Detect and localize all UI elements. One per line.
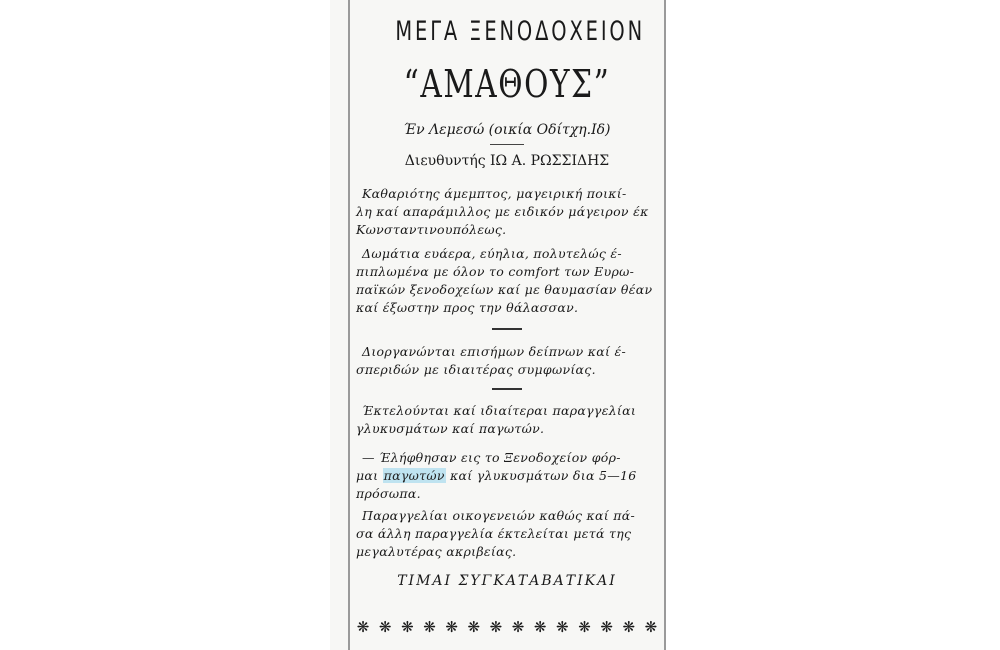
- divider: [490, 144, 524, 145]
- paragraph-line: πρόσωπα.: [356, 486, 421, 501]
- ornament-icon: ❋: [511, 618, 525, 636]
- paragraph-line: Καθαριότης άμεμπτος, μαγειρική ποικί-: [362, 186, 627, 201]
- advertisement-column: [352, 0, 662, 650]
- paragraph-line: γλυκυσμάτων καί παγωτών.: [356, 421, 545, 436]
- ornament-icon: ❋: [401, 618, 414, 636]
- ornament-icon: ❋: [489, 618, 503, 636]
- ornament-icon: ❋: [556, 618, 569, 636]
- ornament-icon: ❋: [644, 618, 658, 636]
- paragraph-line: σπεριδών με ιδιαιτέρας συμφωνίας.: [356, 362, 596, 377]
- paragraph-line: Παραγγελίαι οικογενειών καθώς καί πά-: [362, 508, 636, 523]
- paragraph-line: σα άλλη παραγγελία έκτελείται μετά της: [356, 526, 632, 541]
- ornament-icon: ❋: [445, 618, 458, 636]
- paragraph-line: — Έλήφθησαν εις το Ξενοδοχείον φόρ-: [362, 450, 621, 465]
- paragraph-line: μεγαλυτέρας ακριβείας.: [356, 544, 517, 559]
- ornament-icon: ❋: [622, 618, 636, 636]
- text-segment: μαι: [356, 468, 383, 483]
- ad-title: ΜΕΓΑ ΞΕΝΟΔΟΧΕΙΟΝ: [395, 16, 646, 47]
- paragraph-line: Κωνσταντινουπόλεως.: [356, 222, 507, 237]
- hotel-location: Έν Λεμεσώ (οικία Οδίτχη.Ιδ): [403, 122, 611, 138]
- paragraph-line: καί έξωστην προς την θάλασσαν.: [356, 300, 579, 315]
- prices-note: ΤΙΜΑΙ ΣΥΓΚΑΤΑΒΑΤΙΚΑΙ: [397, 573, 617, 589]
- paragraph-line: Δωμάτια ευάερα, εύηλια, πολυτελώς έ-: [362, 246, 622, 261]
- text-segment: καί γλυκυσμάτων δια 5—16: [445, 468, 637, 483]
- ornament-icon: ❋: [423, 618, 436, 636]
- paragraph-line: Διοργανώνται επισήμων δείπνων καί έ-: [362, 344, 627, 359]
- paragraph-line: [356, 468, 637, 483]
- paragraph-line: πιπλωμένα με όλον το comfort των Ευρω-: [356, 264, 635, 279]
- ornament-icon: ❋: [533, 618, 547, 636]
- paragraph-line: παϊκών ξενοδοχείων καί με θαυμασίαν θέαν: [356, 282, 653, 297]
- ornament-icon: ❋: [578, 618, 591, 636]
- hotel-director: Διευθυντής ΙΩ Α. ΡΩΣΣΙΔΗΣ: [404, 153, 610, 169]
- hotel-name: “ΑΜΑΘΟΥΣ”: [403, 62, 611, 106]
- ornament-border: [352, 618, 662, 636]
- column-rule-left: [348, 0, 350, 650]
- ornament-icon: ❋: [356, 618, 370, 636]
- ornament-icon: ❋: [378, 618, 392, 636]
- ornament-icon: ❋: [600, 618, 613, 636]
- section-divider: [492, 328, 522, 330]
- section-divider: [492, 388, 522, 390]
- ornament-icon: ❋: [467, 618, 481, 636]
- paragraph-line: λη καί απαράμιλλος με ειδικόν μάγειρον έκ: [356, 204, 649, 219]
- column-rule-right: [664, 0, 666, 650]
- paragraph-line: Έκτελούνται καί ιδιαίτεραι παραγγελίαι: [362, 403, 637, 418]
- highlighted-word: παγωτών: [383, 468, 445, 483]
